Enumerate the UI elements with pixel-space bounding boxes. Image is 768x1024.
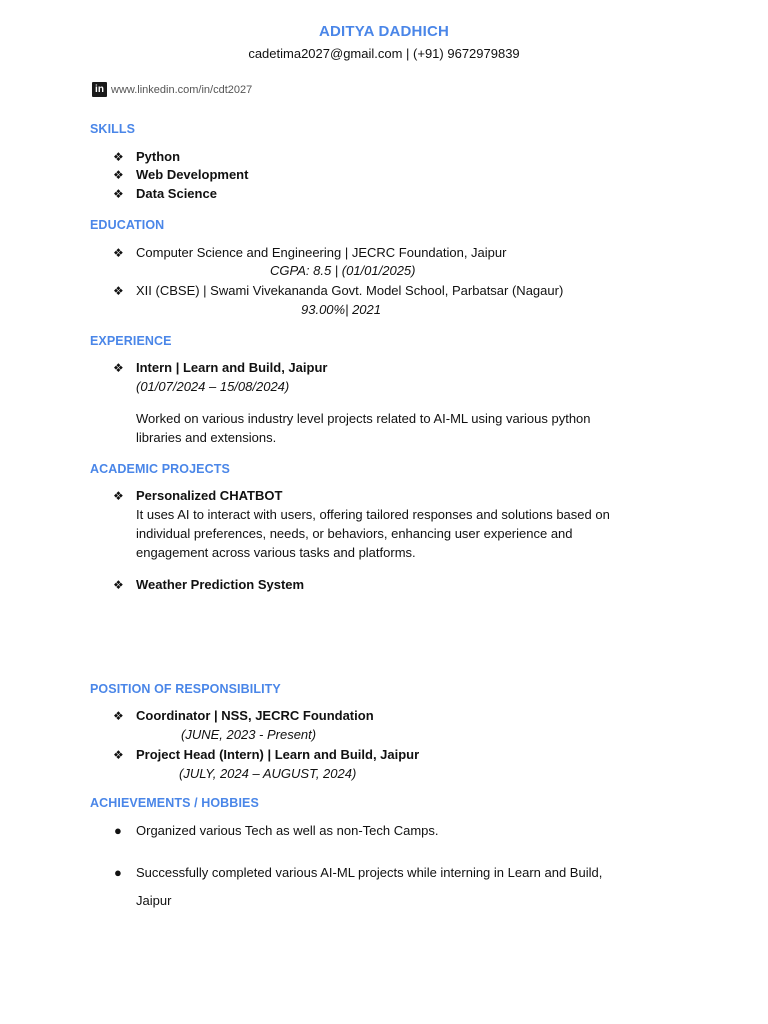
responsibility-heading: POSITION OF RESPONSIBILITY	[90, 682, 281, 696]
diamond-bullet-icon: ❖	[113, 168, 124, 182]
experience-description: Worked on various industry level projects related to AI-ML using various python	[136, 411, 591, 426]
experience-dates: (01/07/2024 – 15/08/2024)	[136, 379, 290, 394]
experience-title: Intern | Learn and Build, Jaipur	[136, 360, 328, 375]
project-title: Personalized CHATBOT	[136, 488, 283, 503]
skill-item: Web Development	[136, 167, 249, 182]
skill-item: Data Science	[136, 186, 217, 201]
linkedin-url[interactable]: www.linkedin.com/in/cdt2027	[111, 83, 253, 96]
project-description: engagement across various tasks and platforms.	[136, 545, 416, 560]
responsibility-title: Project Head (Intern) | Learn and Build, Jaipur	[136, 747, 420, 762]
experience-description: libraries and extensions.	[136, 430, 277, 445]
diamond-bullet-icon: ❖	[113, 284, 124, 298]
education-title: Computer Science and Engineering | JECRC Foundation, Jaipur	[136, 245, 507, 260]
achievement-item-continued: Jaipur	[136, 893, 172, 908]
diamond-bullet-icon: ❖	[113, 748, 124, 762]
linkedin-row[interactable]	[92, 82, 252, 97]
education-detail: 93.00%| 2021	[301, 302, 381, 317]
education-title: XII (CBSE) | Swami Vivekananda Govt. Model School, Parbatsar (Nagaur)	[136, 283, 564, 298]
diamond-bullet-icon: ❖	[113, 489, 124, 503]
skill-item: Python	[136, 149, 181, 164]
responsibility-dates: (JULY, 2024 – AUGUST, 2024)	[179, 766, 357, 781]
responsibility-dates: (JUNE, 2023 - Present)	[181, 727, 317, 742]
project-description: It uses AI to interact with users, offering tailored responses and solutions based on	[136, 507, 610, 522]
contact-info: cadetima2027@gmail.com | (+91) 9672979839	[248, 46, 520, 61]
project-title: Weather Prediction System	[136, 577, 305, 592]
education-detail: CGPA: 8.5 | (01/01/2025)	[270, 263, 416, 278]
diamond-bullet-icon: ❖	[113, 578, 124, 592]
experience-heading: EXPERIENCE	[90, 334, 172, 348]
diamond-bullet-icon: ❖	[113, 709, 124, 723]
projects-heading: ACADEMIC PROJECTS	[90, 462, 230, 476]
skills-heading: SKILLS	[90, 122, 136, 136]
diamond-bullet-icon: ❖	[113, 361, 124, 375]
responsibility-title: Coordinator | NSS, JECRC Foundation	[136, 708, 374, 723]
achievements-heading: ACHIEVEMENTS / HOBBIES	[90, 796, 259, 810]
achievement-item: Successfully completed various AI-ML projects while interning in Learn and Build,	[136, 865, 603, 880]
achievement-item: Organized various Tech as well as non-Tech Camps.	[136, 823, 439, 838]
dot-bullet-icon: ●	[114, 823, 122, 838]
dot-bullet-icon: ●	[114, 865, 122, 880]
diamond-bullet-icon: ❖	[113, 246, 124, 260]
education-heading: EDUCATION	[90, 218, 165, 232]
linkedin-icon: in	[92, 82, 107, 97]
diamond-bullet-icon: ❖	[113, 150, 124, 164]
candidate-name: ADITYA DADHICH	[318, 23, 450, 40]
project-description: individual preferences, needs, or behaviors, enhancing user experience and	[136, 526, 573, 541]
diamond-bullet-icon: ❖	[113, 187, 124, 201]
